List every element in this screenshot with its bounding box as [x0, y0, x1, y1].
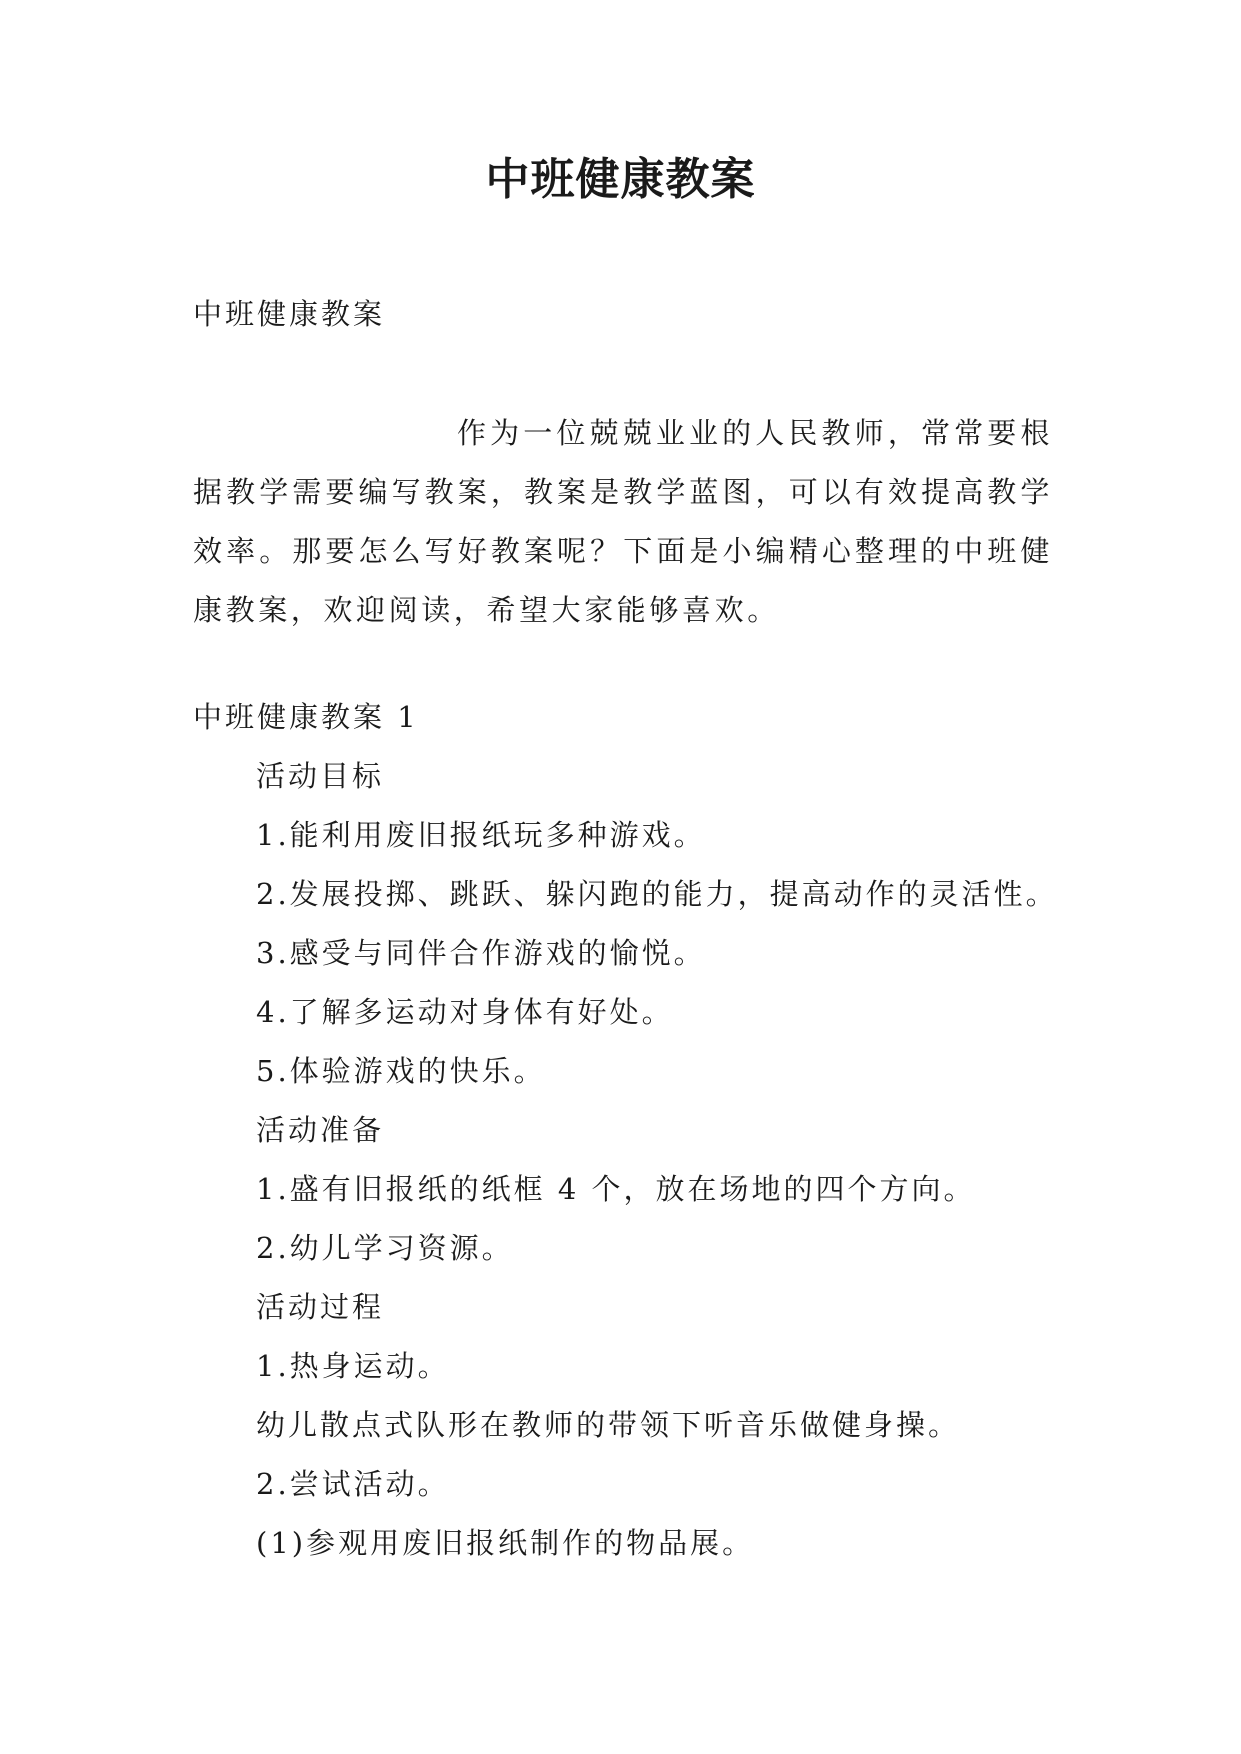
list-item: 1.能利用废旧报纸玩多种游戏。: [256, 818, 706, 852]
subheading-activity-goals: 活动目标: [256, 759, 385, 793]
list-item: 2.幼儿学习资源。: [256, 1231, 514, 1265]
list-item: (1)参观用废旧报纸制作的物品展。: [256, 1526, 755, 1560]
section-heading: 中班健康教案 1: [193, 700, 419, 734]
document-subtitle: 中班健康教案: [193, 297, 386, 331]
list-item: 1.盛有旧报纸的纸框 4 个，放在场地的四个方向。: [256, 1172, 976, 1206]
subheading-activity-process: 活动过程: [256, 1290, 385, 1324]
intro-paragraph: 作为一位兢兢业业的人民教师，常常要根据教学需要编写教案，教案是教学蓝图，可以有效提高教学效率。那要怎么写好教案呢？下面是小编精心整理的中班健康教案，欢迎阅读，希望大家能够喜欢。: [193, 416, 1053, 627]
list-item: 1.热身运动。: [256, 1349, 450, 1383]
subheading-activity-preparation: 活动准备: [256, 1113, 385, 1147]
list-item: 4.了解多运动对身体有好处。: [256, 995, 674, 1029]
list-item: 3.感受与同伴合作游戏的愉悦。: [256, 936, 706, 970]
list-item: 2.尝试活动。: [256, 1467, 450, 1501]
list-item: 5.体验游戏的快乐。: [256, 1054, 546, 1088]
document-title: 中班健康教案: [485, 154, 756, 205]
list-item: 2.发展投掷、跳跃、躲闪跑的能力，提高动作的灵活性。: [256, 877, 1058, 911]
paragraph-line: 幼儿散点式队形在教师的带领下听音乐做健身操。: [256, 1408, 961, 1442]
